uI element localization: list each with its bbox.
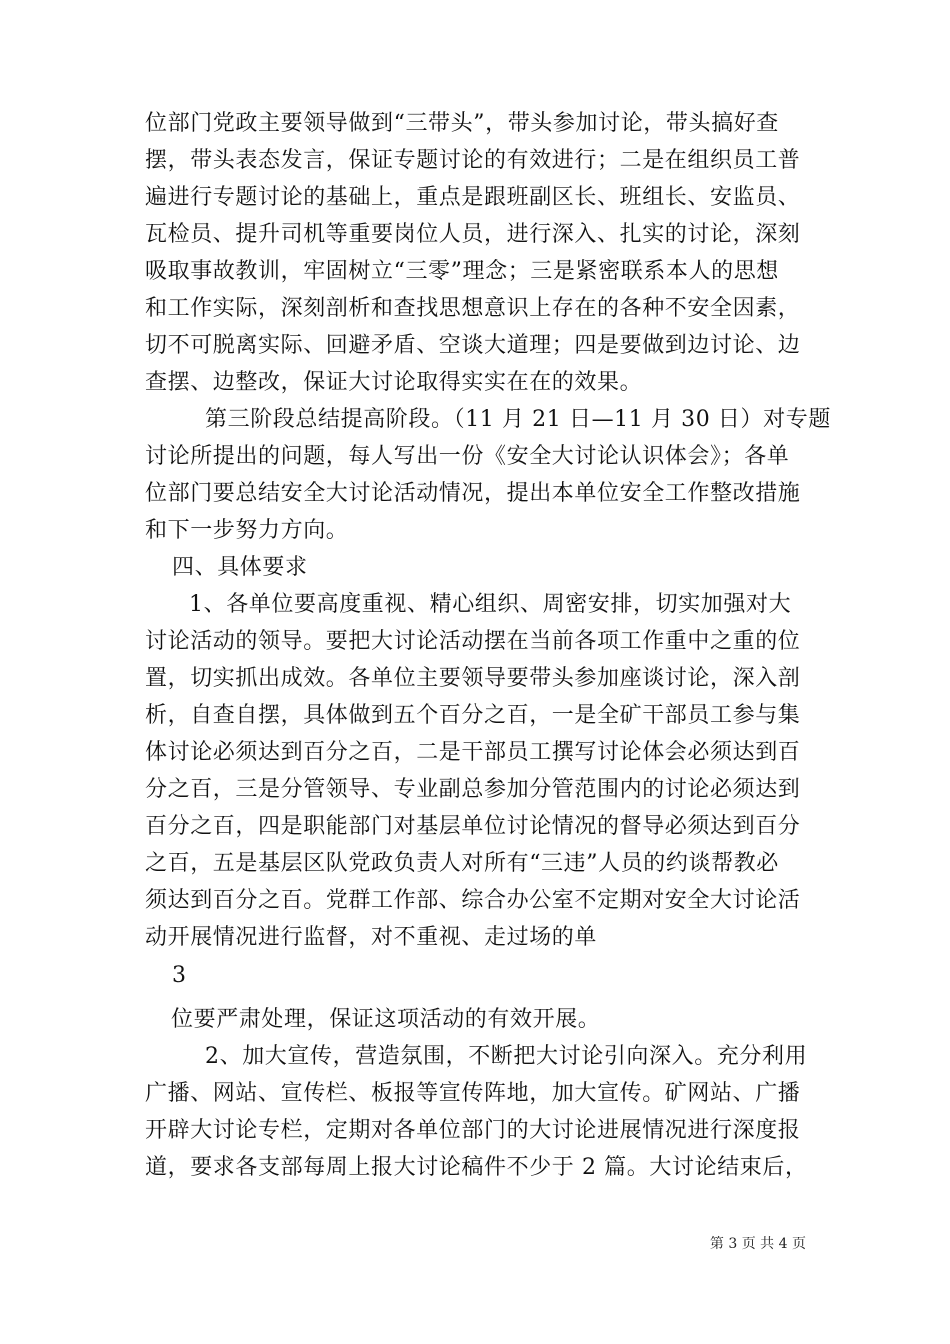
text-line: 位部门党政主要领导做到“三带头”，带头参加讨论，带头搞好查 xyxy=(145,111,779,136)
text-line: 和下一步努力方向。 xyxy=(145,518,349,543)
text-line: 位要严肃处理，保证这项活动的有效开展。 xyxy=(171,1007,601,1032)
text-line: 2、加大宣传，营造氛围，不断把大讨论引向深入。充分利用 xyxy=(205,1044,808,1069)
text-line: 吸取事故教训，牢固树立“三零”理念；三是紧密联系本人的思想 xyxy=(145,259,779,284)
text-line: 第三阶段总结提高阶段。（11 月 21 日—11 月 30 日）对专题 xyxy=(205,407,831,432)
text-line: 讨论所提出的问题，每人写出一份《安全大讨论认识体会》；各单 xyxy=(145,444,790,469)
text-line: 1、各单位要高度重视、精心组织、周密安排，切实加强对大 xyxy=(189,592,792,617)
text-line: 析，自查自摆，具体做到五个百分之百，一是全矿干部员工参与集 xyxy=(145,703,801,728)
text-line: 摆，带头表态发言，保证专题讨论的有效进行；二是在组织员工普 xyxy=(145,148,801,173)
text-line: 置，切实抓出成效。各单位主要领导要带头参加座谈讨论，深入剖 xyxy=(145,666,801,691)
text-line: 广播、网站、宣传栏、板报等宣传阵地，加大宣传。矿网站、广播 xyxy=(145,1081,801,1106)
text-line: 位部门要总结安全大讨论活动情况，提出本单位安全工作整改措施 xyxy=(145,481,801,506)
text-line: 查摆、边整改，保证大讨论取得实实在在的效果。 xyxy=(145,370,643,395)
text-line: 之百，五是基层区队党政负责人对所有“三违”人员的约谈帮教必 xyxy=(145,851,779,876)
text-line: 切不可脱离实际、回避矛盾、空谈大道理；四是要做到边讨论、边 xyxy=(145,333,801,358)
text-line: 体讨论必须达到百分之百，二是干部员工撰写讨论体会必须达到百 xyxy=(145,740,801,765)
text-line: 百分之百，四是职能部门对基层单位讨论情况的督导必须达到百分 xyxy=(145,814,801,839)
text-line: 和工作实际，深刻剖析和查找思想意识上存在的各种不安全因素， xyxy=(145,296,801,321)
inline-page-number: 3 xyxy=(172,963,186,988)
text-line: 动开展情况进行监督，对不重视、走过场的单 xyxy=(145,925,598,950)
text-line: 分之百，三是分管领导、专业副总参加分管范围内的讨论必须达到 xyxy=(145,777,801,802)
text-line: 须达到百分之百。党群工作部、综合办公室不定期对安全大讨论活 xyxy=(145,888,801,913)
section-heading: 四、具体要求 xyxy=(172,555,308,580)
text-line: 开辟大讨论专栏，定期对各单位部门的大讨论进展情况进行深度报 xyxy=(145,1118,801,1143)
text-line: 道，要求各支部每周上报大讨论稿件不少于 2 篇。大讨论结束后， xyxy=(145,1155,808,1180)
text-line: 讨论活动的领导。要把大讨论活动摆在当前各项工作重中之重的位 xyxy=(145,629,801,654)
text-line: 遍进行专题讨论的基础上，重点是跟班副区长、班组长、安监员、 xyxy=(145,185,801,210)
page-footer: 第 3 页 共 4 页 xyxy=(709,1236,806,1252)
text-line: 瓦检员、提升司机等重要岗位人员，进行深入、扎实的讨论，深刻 xyxy=(145,222,801,247)
